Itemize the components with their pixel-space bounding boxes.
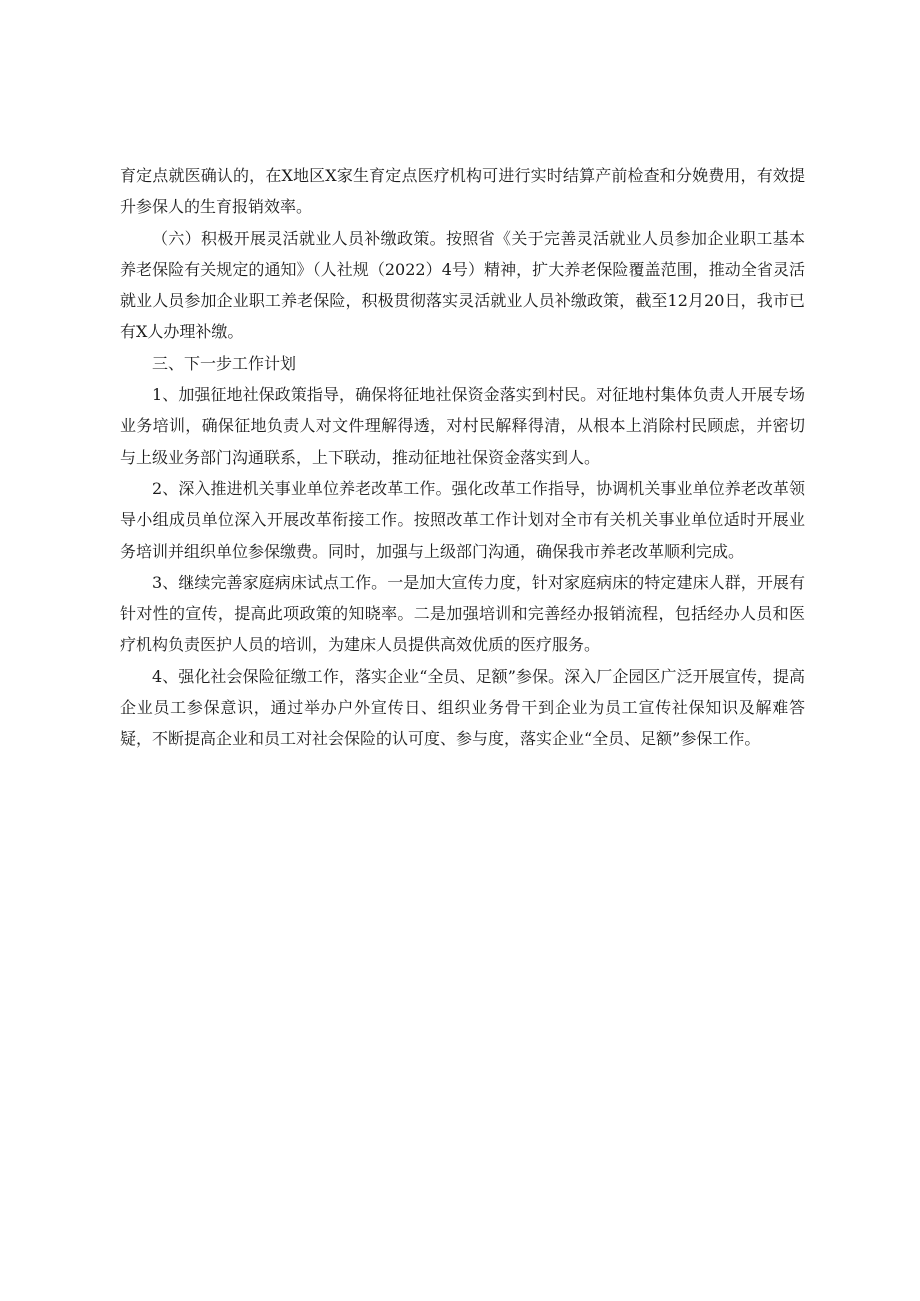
paragraph-continuation: 育定点就医确认的，在X地区X家生育定点医疗机构可进行实时结算产前检查和分娩费用，有效提升参保人的生育报销效率。 xyxy=(120,166,805,217)
paragraph-plan-item-1: 1、加强征地社保政策指导，确保将征地社保资金落实到村民。对征地村集体负责人开展专场业务培训，确保征地负责人对文件理解得透，对村民解释得清，从根本上消除村民顾虑，并密切与上级业务部门沟通联系，上下联动，推动征地社保资金落实到人。 xyxy=(120,385,805,467)
paragraph-plan-item-3: 3、继续完善家庭病床试点工作。一是加大宣传力度，针对家庭病床的特定建床人群，开展有针对性的宣传，提高此项政策的知晓率。二是加强培训和完善经办报销流程，包括经办人员和医疗机构负责医护人员的培训，为建床人员提供高效优质的医疗服务。 xyxy=(120,572,805,655)
paragraph-plan-item-2: 2、深入推进机关事业单位养老改革工作。强化改革工作指导，协调机关事业单位养老改革领导小组成员单位深入开展改革衔接工作。按照改革工作计划对全市有关机关事业单位适时开展业务培训并组织单位参保缴费。同时，加强与上级部门沟通，确保我市养老改革顺利完成。 xyxy=(120,478,805,561)
section-heading-next-steps: 三、下一步工作计划 xyxy=(152,353,297,373)
paragraph-plan-item-4: 4、强化社会保险征缴工作，落实企业“全员、足额”参保。深入厂企园区广泛开展宣传，提高企业员工参保意识，通过举办户外宣传日、组织业务骨干到企业为员工宣传社保知识及解难答疑，不断提高企业和员工对社会保险的认可度、参与度，落实企业“全员、足额”参保工作。 xyxy=(120,666,805,749)
document-body xyxy=(120,160,805,755)
paragraph-section-six: （六）积极开展灵活就业人员补缴政策。按照省《关于完善灵活就业人员参加企业职工基本养老保险有关规定的通知》（人社规（2022）4号）精神，扩大养老保险覆盖范围，推动全省灵活就业人员参加企业职工养老保险，积极贯彻落实灵活就业人员补缴政策，截至12月20日，我市已有X人办理补缴。 xyxy=(120,228,805,342)
